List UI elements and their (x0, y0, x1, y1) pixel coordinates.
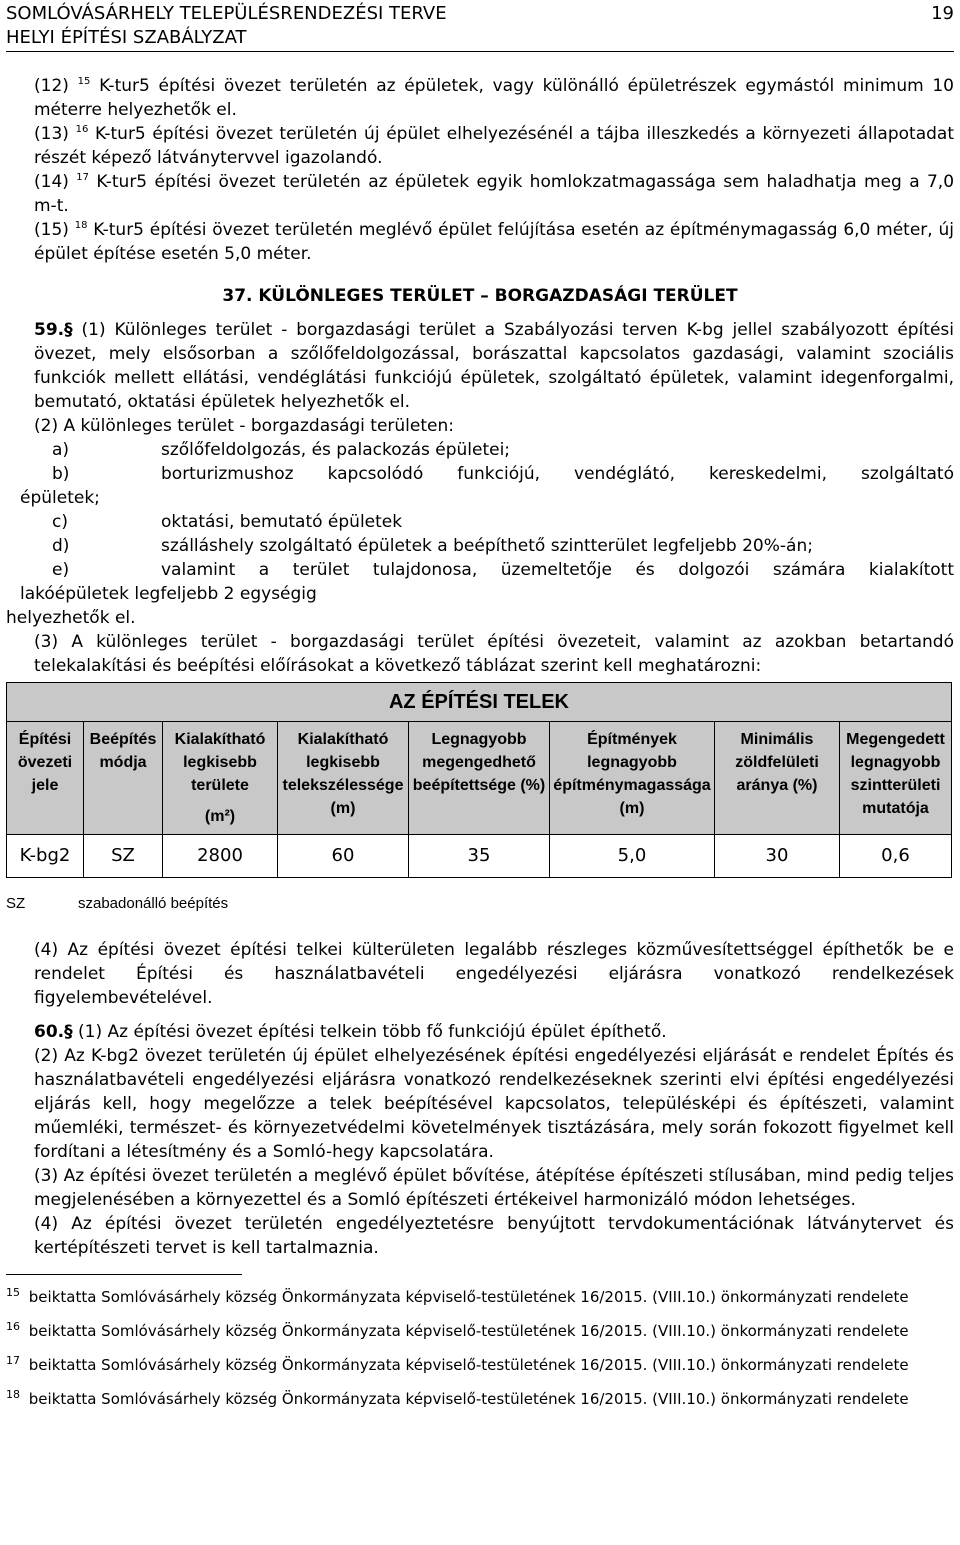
header-title: SOMLÓVÁSÁRHELY TELEPÜLÉSRENDEZÉSI TERVE (6, 3, 447, 24)
table-title: AZ ÉPÍTÉSI TELEK (7, 683, 952, 722)
footnote: $^{16}$ beiktatta Somlóvásárhely község Önkormányzata képviselő-testületének 16/2015. (VIII.10.) önkormányzati rendelete (6, 1320, 909, 1340)
footnote-ref[interactable]: 17 (76, 172, 90, 183)
table-cell: 30 (715, 835, 840, 878)
section-59 (6, 318, 954, 678)
table-header: Minimális zöldfelületi aránya (%) (715, 722, 840, 835)
list-item-b-cont: épületek; (20, 488, 100, 508)
footnote-separator (6, 1274, 242, 1275)
table-cell: 0,6 (840, 835, 952, 878)
section-title: 37. KÜLÖNLEGES TERÜLET – BORGAZDASÁGI TERÜLET (222, 286, 738, 306)
s59-paragraph-3: (3) A különleges terület - borgazdasági terület építési övezeteit, valamint az azokban betartandó telekalakítási és beépítési előírásokat a következő táblázat szerint kell meghatározni: (34, 632, 954, 676)
table-cell: 35 (409, 835, 550, 878)
legend-value: szabadonálló beépítés (78, 895, 229, 912)
footnote: $^{17}$ beiktatta Somlóvásárhely község Önkormányzata képviselő-testületének 16/2015. (VIII.10.) önkormányzati rendelete (6, 1354, 909, 1374)
table-header: Kialakítható legkisebb telekszélessége (m) (278, 722, 409, 835)
table-header: Építési övezeti jele (7, 722, 84, 835)
header-rule (6, 51, 954, 52)
table-header: Legnagyobb megengedhető beépítettsége (%) (409, 722, 550, 835)
footnote: $^{15}$ beiktatta Somlóvásárhely község Önkormányzata képviselő-testületének 16/2015. (VIII.10.) önkormányzati rendelete (6, 1286, 909, 1306)
document-page (6, 0, 954, 1411)
section-60 (6, 1020, 954, 1260)
list-item-d: d) szálláshely szolgáltató épületek a beépíthető szintterület legfeljebb 20%-án; (52, 536, 813, 556)
table-legend (6, 892, 954, 916)
s60-paragraph-2: (2) Az K-bg2 övezet területén új épület elhelyezésének építési engedélyezési eljárását e rendelet Építés és használatbavételi engedélyezési eljárásra vonatkozó rendelkezéseknek szerinti elvi építési engedélyezési eljárás kell, hogy megelőzze a telek beépítésével kapcsolatos, településképi és építészeti, valamint műemléki, természet- és környezetvédelmi követelmények tisztázására, mely során fokozott figyelmet kell fordítani a létesítmény és a Somló-hegy kapcsolatára. (34, 1046, 954, 1162)
table-cell: K-bg2 (7, 835, 84, 878)
legend-key: SZ (6, 895, 26, 912)
top-paragraphs (6, 74, 954, 266)
s59-paragraph-1: 59.§ (1) Különleges terület - borgazdasági terület a Szabályozási terven K-bg jellel szabályozott építési övezet, mely elsősorban a szőlőfeldolgozással, borászattal kapcsolatos gazdasági, valamint szociális funkciók mellett ellátási, vendéglátási funkciójú épületek, szolgáltató épületek, valamint idegenforgalmi, bemutató, oktatási épületek helyezhetők el. (34, 320, 954, 412)
s59-paragraph-2-end: helyezhetők el. (6, 608, 136, 628)
table-cell: SZ (84, 835, 163, 878)
table-header: Beépítés módja (84, 722, 163, 835)
s60-paragraph-3: (3) Az építési övezet területén a meglévő épület bővítése, átépítése építészeti stílusában, mind pedig teljes megjelenésében a környezettel és a Somló építészeti értékeivel harmonizáló módon lehetséges. (34, 1166, 954, 1210)
header-subtitle: HELYI ÉPÍTÉSI SZABÁLYZAT (6, 27, 247, 48)
list-item-e-cont: lakóépületek legfeljebb 2 egységig (20, 584, 317, 604)
paragraph-12: (12) $^{15}$ K-tur5 építési övezet területén az épületek, vagy különálló épületrészek egymástól minimum 10 méterre helyezhetők el. (34, 76, 954, 120)
s60-paragraph-4: (4) Az építési övezet területén engedélyeztetésre benyújtott tervdokumentációnak látványtervet és kertépítészeti tervet is kell tartalmaznia. (34, 1214, 954, 1258)
paragraph-15: (15) $^{18}$ K-tur5 építési övezet területén meglévő épület felújítása esetén az építménymagasság 6,0 méter, új épület építése esetén 5,0 méter. (34, 220, 954, 264)
list-item-c: c) oktatási, bemutató épületek (52, 512, 403, 532)
footnote-ref[interactable]: 15 (77, 76, 91, 87)
list-item-e: e) valamint a terület tulajdonosa, üzemeltetője és dolgozói számára kialakított (52, 560, 954, 580)
list-item-a: a) szőlőfeldolgozás, és palackozás épületei; (52, 440, 511, 460)
table-cell: 5,0 (550, 835, 715, 878)
page-header (6, 2, 954, 52)
s59-paragraph-2: (2) A különleges terület - borgazdasági területen: (34, 416, 454, 436)
footnote: $^{18}$ beiktatta Somlóvásárhely község Önkormányzata képviselő-testületének 16/2015. (VIII.10.) önkormányzati rendelete (6, 1388, 909, 1408)
table-cell: 2800 (163, 835, 278, 878)
s60-paragraph-1: 60.§ (1) Az építési övezet építési telkein több fő funkciójú épület építhető. (34, 1022, 667, 1042)
footnote-ref[interactable]: 16 (75, 124, 89, 135)
table-header: Építmények legnagyobb építménymagassága (m) (550, 722, 715, 835)
paragraph-13: (13) $^{16}$ K-tur5 építési övezet területén új épület elhelyezésénél a tájba illeszkedés a környezeti állapotadat részét képező látványtervvel igazolandó. (34, 124, 955, 168)
page-number: 19 (931, 3, 954, 24)
paragraph-14: (14) $^{17}$ K-tur5 építési övezet területén az épületek egyik homlokzatmagassága sem haladhatja meg a 7,0 m-t. (34, 172, 955, 216)
s59-paragraph-4: (4) Az építési övezet építési telkei külterületen legalább részleges közművesítettséggel építhetők be e rendelet Építési és használatbavételi engedélyezési eljárásra vonatkozó rendelkezések figyelembevételével. (34, 940, 954, 1008)
list-item-b: b) borturizmushoz kapcsolódó funkciójú, vendéglátó, kereskedelmi, szolgáltató (52, 464, 954, 484)
table-cell: 60 (278, 835, 409, 878)
table-row (7, 835, 952, 878)
footnote-ref[interactable]: 18 (74, 220, 88, 231)
table-header: Megengedett legnagyobb szintterületi mutatója (840, 722, 952, 835)
footnotes (6, 1285, 954, 1411)
table-header: Kialakítható legkisebb területe (m²) (163, 722, 278, 835)
building-plot-table (6, 682, 952, 878)
